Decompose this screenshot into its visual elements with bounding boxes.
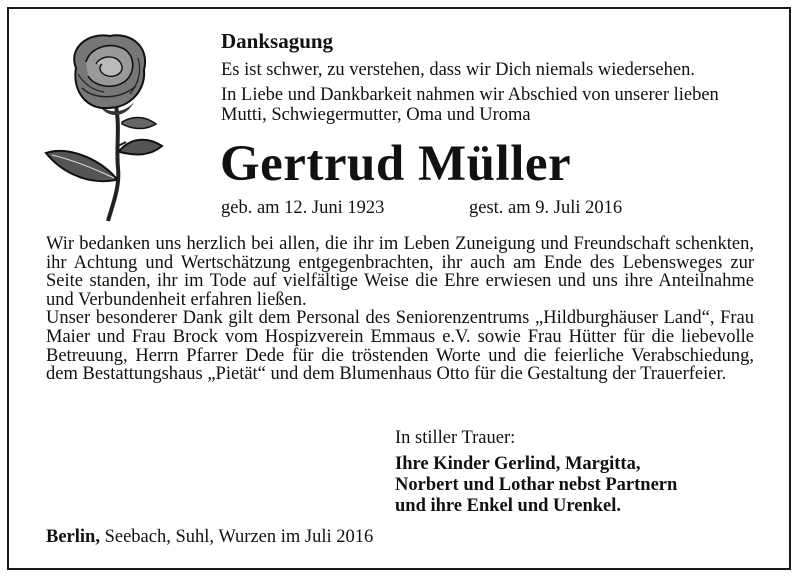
place-rest: Seebach, Suhl, Wurzen im Juli 2016 [99, 527, 374, 547]
mourners-line: und ihre Enkel und Urenkel. [395, 496, 622, 516]
death-date: gest. am 9. Juli 2016 [469, 198, 623, 218]
thanks-paragraph-1: Wir bedanken uns herzlich bei allen, die ihr im Leben Zuneigung und Freundschaft schenkten, ihr Achtung und Wertschätzung entgegenbrachten, ihr auch am Ende des Lebensweges zur Seite standen, ihr im Tode auf vielfältige Weise die Ehre erwiesen und uns ihre Anteilnahme und Verbundenheit erfahren ließen. [46, 234, 754, 310]
birth-date: geb. am 12. Juni 1923 [221, 198, 385, 218]
deceased-name: Gertrud Müller [220, 136, 572, 192]
thanks-text [46, 235, 754, 384]
intro-line-2: In Liebe und Dankbarkeit nahmen wir Abschied von unserer lieben Mutti, Schwiegermutter, Oma und Uroma [221, 85, 719, 125]
mourners-label: In stiller Trauer: [395, 428, 516, 448]
intro-line-1: Es ist schwer, zu verstehen, dass wir Dich niemals wiedersehen. [221, 60, 695, 80]
place-date-line [46, 527, 373, 548]
thanks-paragraph-2: Unser besonderer Dank gilt dem Personal des Seniorenzentrums „Hildburghäuser Land“, Frau Maier und Frau Brock vom Hospizverein Emmaus e.V. sowie Frau Hütter für die liebevolle Betreuung, Herrn Pfarrer Dede für die tröstenden Worte und die feierliche Verabschiedung, dem Bestattungshaus „Pietät“ und dem Blumenhaus Otto für die Gestaltung der Trauerfeier. [46, 308, 754, 385]
notice-heading: Danksagung [221, 29, 334, 53]
place-city: Berlin, [46, 527, 100, 547]
mourners-line: Norbert und Lothar nebst Partnern [395, 475, 678, 495]
rose-icon [38, 28, 168, 223]
mourners-line: Ihre Kinder Gerlind, Margitta, [395, 454, 641, 474]
mourners-list [395, 454, 677, 517]
